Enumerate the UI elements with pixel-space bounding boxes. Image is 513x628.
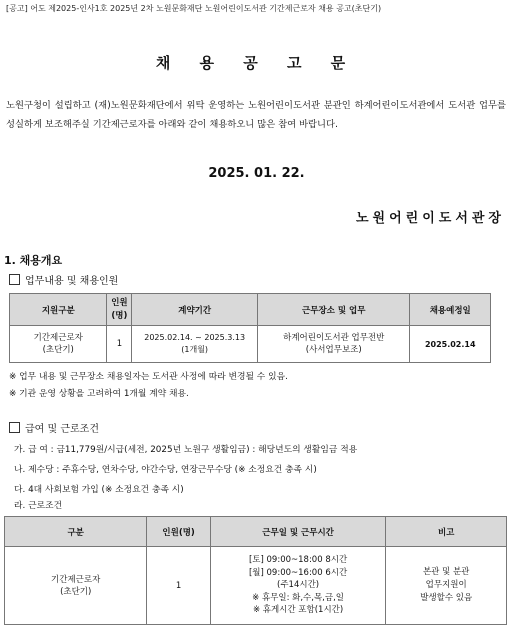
col-header-contract-period: 계약기간 bbox=[132, 294, 258, 326]
subheading-salary-label: 급여 및 근로조건 bbox=[25, 424, 99, 435]
cell-hire-date: 2025.02.14 bbox=[410, 326, 491, 363]
cell-remark: 본관 및 분관 업무지원이 발생할수 있음 bbox=[386, 547, 507, 625]
note-change-possible: ※ 업무 내용 및 근무장소 채용일자는 도서관 사정에 따라 변경될 수 있음. bbox=[9, 372, 288, 382]
cell-schedule bbox=[210, 547, 386, 625]
item-allowances: 나. 제수당 : 주휴수당, 연차수당, 야간수당, 연장근무수당 (※ 소정요건 충족 시) bbox=[14, 465, 317, 475]
col-header-count: 인원(명) bbox=[147, 517, 210, 547]
col-header-applicant-type: 지원구분 bbox=[10, 294, 107, 326]
item-insurance: 다. 4대 사회보험 가입 (※ 소정요건 충족 시) bbox=[14, 485, 184, 495]
schedule-weekly-hours: (주14시간) bbox=[277, 580, 320, 591]
cell-applicant-type: 기간제근로자 (초단기) bbox=[10, 326, 107, 363]
col-header-headcount: 인원 (명) bbox=[107, 294, 132, 326]
col-header-type: 구분 bbox=[5, 517, 147, 547]
intro-paragraph: 노원구청이 설립하고 (재)노원문화재단에서 위탁 운영하는 노원어린이도서관 분관인 하계어린이도서관에서 도서관 업무를 성실하게 보조해주실 기간제근로자를 아래와 같이 채용하오니 많은 참여 바랍니다. bbox=[6, 100, 506, 130]
section-heading-overview: 1. 채용개요 bbox=[4, 254, 63, 267]
schedule-break-time: ※ 휴게시간 포함(1시간) bbox=[252, 605, 344, 616]
announcement-date: 2025. 01. 22. bbox=[208, 166, 305, 181]
col-header-workplace: 근무장소 및 업무 bbox=[257, 294, 410, 326]
col-header-schedule: 근무일 및 근무시간 bbox=[210, 517, 386, 547]
subheading-job-content-label: 업무내용 및 채용인원 bbox=[25, 276, 119, 287]
schedule-saturday: [토] 09:00~18:00 8시간 bbox=[248, 555, 348, 566]
subheading-job-content bbox=[9, 272, 118, 287]
item-salary: 가. 급 여 : 금11,779원/시급(세전, 2025년 노원구 생활임금) : 해당년도의 생활임금 적용 bbox=[14, 445, 358, 455]
item-working-conditions: 라. 근로조건 bbox=[14, 501, 63, 511]
document-title: 채 용 공 고 문 bbox=[155, 54, 358, 72]
schedule-monday: [월] 09:00~16:00 6시간 bbox=[248, 567, 348, 578]
note-contract-term: ※ 기관 운영 상황을 고려하여 1개월 계약 채용. bbox=[9, 389, 189, 399]
checkbox-square-icon bbox=[9, 274, 20, 285]
col-header-remark: 비고 bbox=[386, 517, 507, 547]
cell-type: 기간제근로자 (초단기) bbox=[5, 547, 147, 625]
cell-count: 1 bbox=[147, 547, 210, 625]
cell-workplace: 하계어린이도서관 업무전반 (사서업무보조) bbox=[257, 326, 410, 363]
cell-headcount: 1 bbox=[107, 326, 132, 363]
schedule-days-off: ※ 휴무일: 화,수,목,금,일 bbox=[252, 592, 345, 603]
working-conditions-table bbox=[4, 516, 507, 625]
cell-contract-period: 2025.02.14. ~ 2025.3.13 (1개월) bbox=[132, 326, 258, 363]
announcement-header-line: [공고] 어도 제2025-인사1호 2025년 2차 노원문화재단 노원어린이도서관 기간제근로자 채용 공고(초단기) bbox=[6, 4, 382, 13]
col-header-hire-date: 채용예정일 bbox=[410, 294, 491, 326]
subheading-salary bbox=[9, 420, 99, 435]
issuing-organization: 노원어린이도서관장 bbox=[355, 211, 505, 226]
table-row bbox=[5, 547, 507, 625]
table-row bbox=[10, 326, 491, 363]
checkbox-square-icon bbox=[9, 422, 20, 433]
recruitment-table bbox=[9, 293, 491, 363]
